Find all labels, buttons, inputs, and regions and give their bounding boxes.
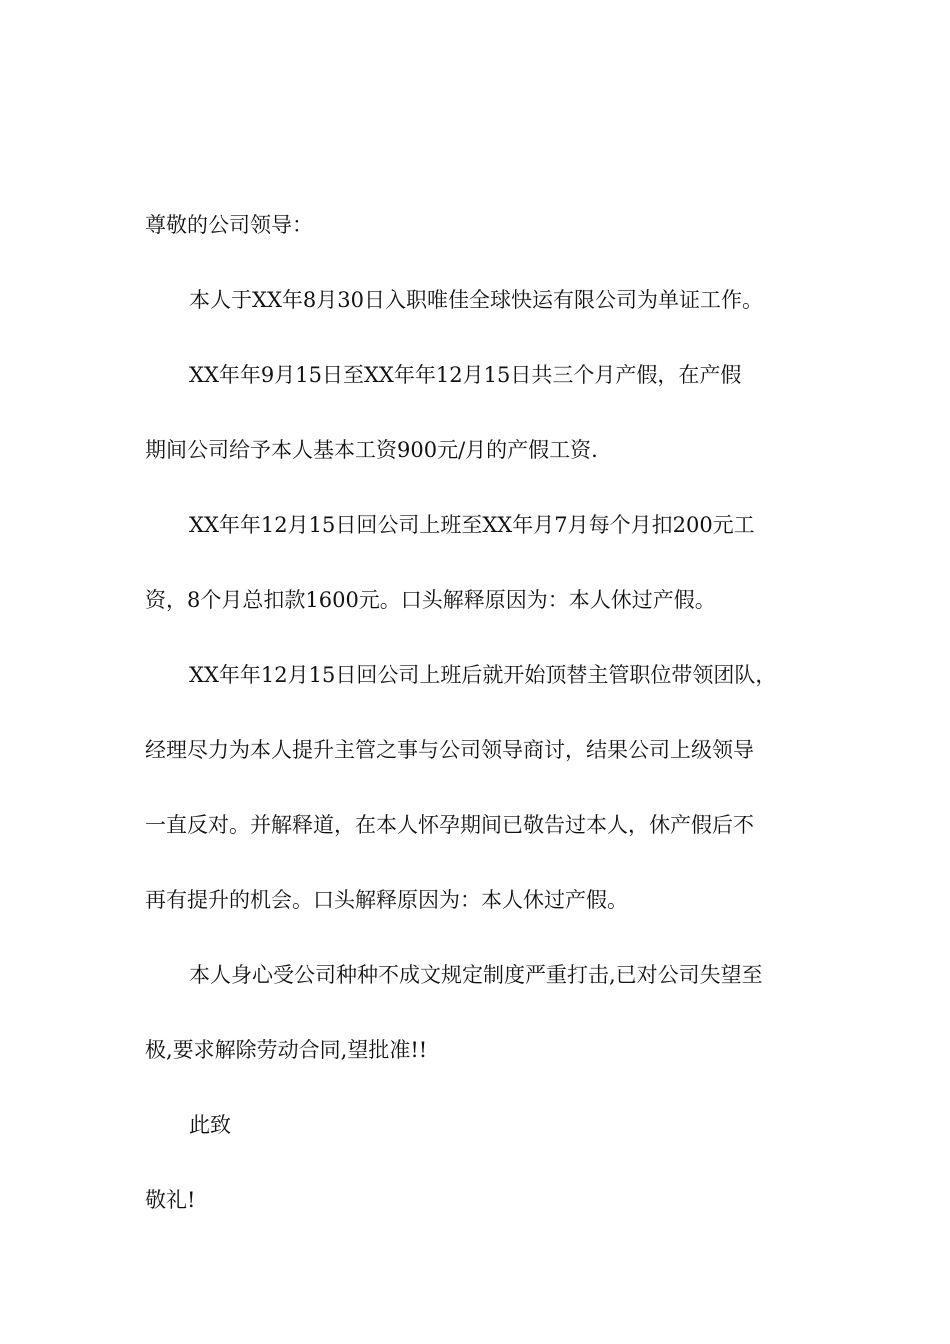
closing-line-2: 敬礼! — [145, 1188, 196, 1212]
paragraph-line-11: 极,要求解除劳动合同,望批准!! — [145, 1038, 428, 1062]
paragraph-line-5: 资，8个月总扣款1600元。口头解释原因为：本人休过产假。 — [145, 588, 716, 612]
paragraph-line-6: XX年年12月15日回公司上班后就开始顶替主管职位带领团队， — [189, 663, 777, 687]
paragraph-line-10: 本人身心受公司种种不成文规定制度严重打击,已对公司失望至 — [189, 963, 763, 987]
salutation: 尊敬的公司领导： — [145, 213, 313, 237]
paragraph-line-9: 再有提升的机会。口头解释原因为：本人休过产假。 — [145, 888, 628, 912]
paragraph-line-8: 一直反对。并解释道，在本人怀孕期间已敬告过本人，休产假后不 — [145, 813, 754, 837]
paragraph-line-4: XX年年12月15日回公司上班至XX年月7月每个月扣200元工 — [189, 513, 755, 537]
paragraph-line-2: XX年年9月15日至XX年年12月15日共三个月产假，在产假 — [189, 363, 742, 387]
paragraph-line-3: 期间公司给予本人基本工资900元/月的产假工资. — [145, 438, 598, 462]
paragraph-line-1: 本人于XX年8月30日入职唯佳全球快运有限公司为单证工作。 — [189, 288, 763, 312]
paragraph-line-7: 经理尽力为本人提升主管之事与公司领导商讨，结果公司上级领导 — [145, 738, 754, 762]
closing-line-1: 此致 — [189, 1113, 231, 1137]
